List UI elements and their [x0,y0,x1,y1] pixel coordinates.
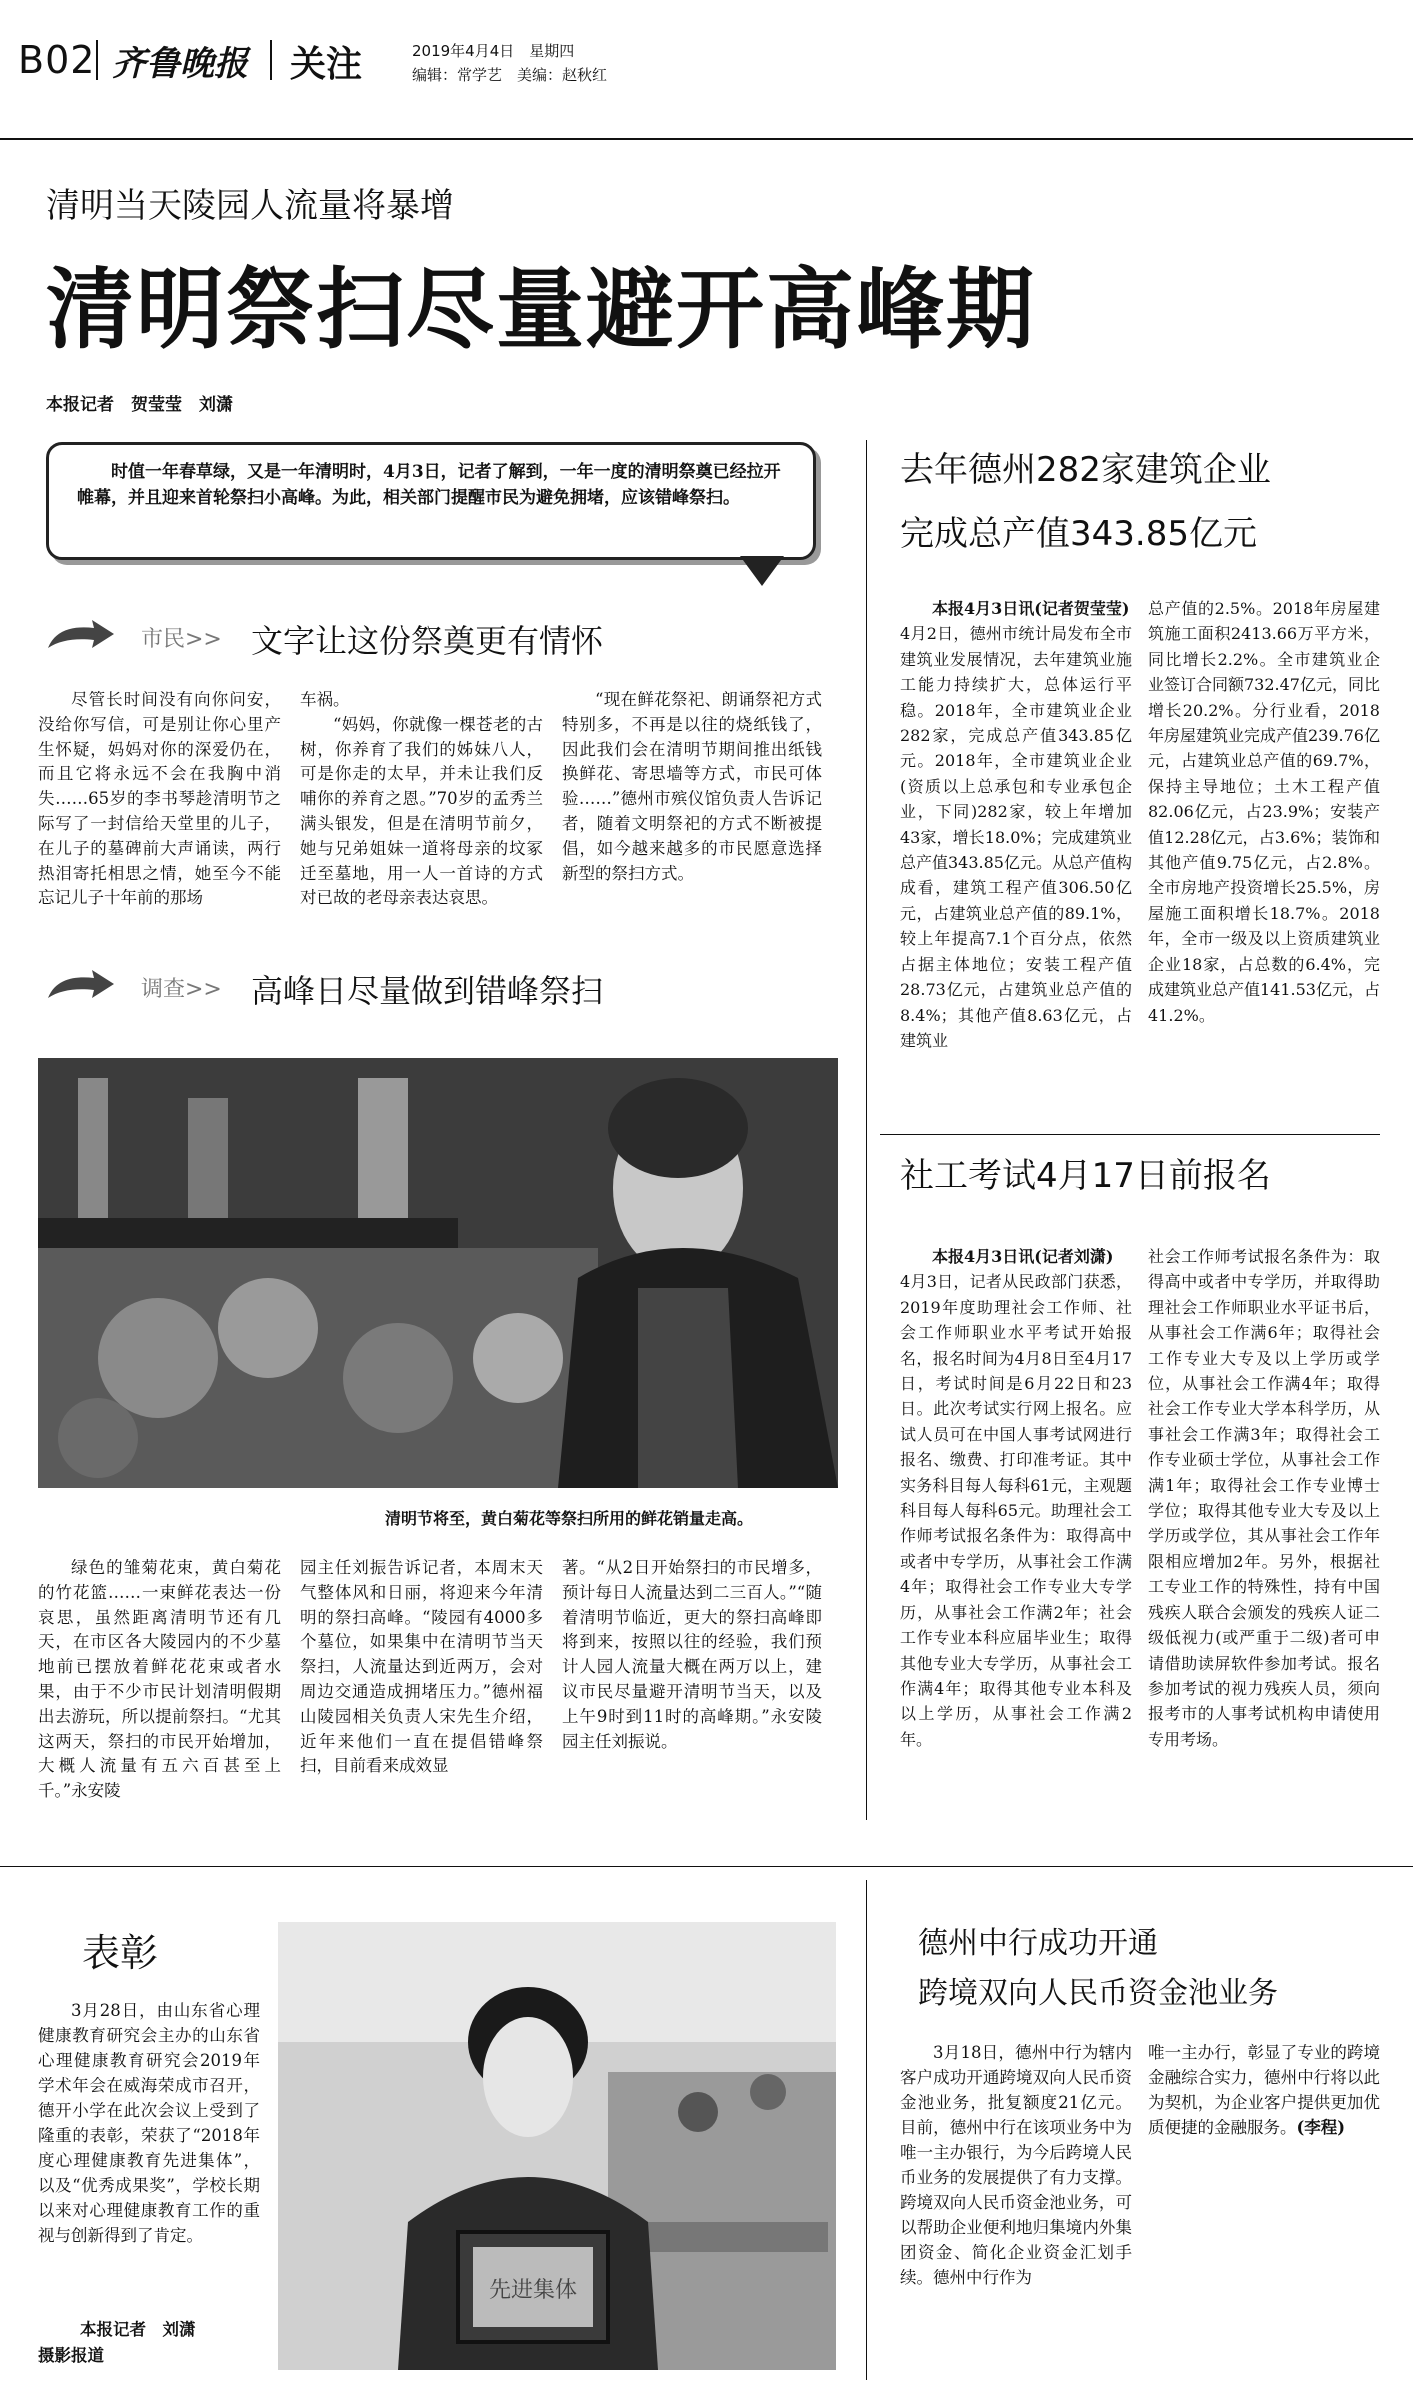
section1-tag: 市民>> [141,627,222,652]
lead-byline: 本报记者 贺莹莹 刘潇 [46,395,233,415]
section2-col3: 著。“从2日开始祭扫的市民增多，预计每日人流量达到二三百人。”“随着清明节临近，更大的祭扫高峰即将到来，按照以往的经验，我们预计人园人流量大概在两万以上，建议市民尽量避开清明节当天，以及上午9时到11时的高峰期。”永安陵园主任刘振说。 [562,1558,822,1751]
construction-col1: 本报4月3日讯(记者贺莹莹) 4月2日，德州市统计局发布全市建筑业发展情况，去年建筑业施工能力持续扩大，总体运行平稳。2018年，全市建筑业企业282家，完成总产值343.85亿元。2018年，全市建筑业企业(资质以上总承包和专业承包企业，下同)282家，较上年增加43家，增长18.0%；完成建筑业总产值343.85亿元。从总产值构成看，建筑工程产值306.50亿元，占建筑业总产值的89.1%，较上年提高7.1个百分点，依然占据主体地位；安装工程产值28.73亿元，占建筑业总产值的8.4%；其他产值8.63亿元，占建筑业 [900,599,1132,1050]
bank-col1: 3月18日，德州中行为辖内客户成功开通跨境双向人民币资金池业务，批复额度21亿元。目前，德州中行在该项业务中为唯一主办银行，为今后跨境人民币业务的发展提供了有力支撑。跨境双向人民币资金池业务，可以帮助企业便利地归集境内外集团资金、简化企业资金汇划手续。德州中行作为 [900,2043,1132,2287]
section2-title: 高峰日尽量做到错峰祭扫 [251,972,604,1010]
construction-title-1: 去年德州282家建筑企业 [900,450,1271,490]
exam-col1: 本报4月3日讯(记者刘潇) 4月3日，记者从民政部门获悉，2019年度助理社会工作师、社会工作师职业水平考试开始报名，报名时间为4月8日至4月17日，考试时间是6月22日和23日。此次考试实行网上报名。应试人员可在中国人事考试网进行报名、缴费、打印准考证。其中实务科目每人每科61元，主观题科目每人每科65元。助理社会工作师考试报名条件为：取得高中或者中专学历，从事社会工作满4年；取得社会工作专业大专学历，从事社会工作满2年；社会工作专业本科应届毕业生；取得其他专业大专学历，从事社会工作满4年；取得其他专业本科及以上学历，从事社会工作满2年。 [900,1247,1132,1749]
section2-heading [46,968,866,1008]
section1-heading [46,618,866,658]
arrow-icon [46,968,116,1004]
bank-title-2: 跨境双向人民币资金池业务 [918,1976,1278,2011]
section1-col3: “现在鲜花祭祀、朗诵祭祀方式特别多，不再是以往的烧纸钱了，因此我们会在清明节期间推出纸钱换鲜花、寄思墙等方式，市民可体验……”德州市殡仪馆负责人告诉记者，随着文明祭祀的方式不断被提倡，如今越来越多的市民愿意选择新型的祭扫方式。 [562,690,822,883]
plaque-text: 先进集体 [488,2278,578,2303]
photo-caption: 清明节将至，黄白菊花等祭扫所用的鲜花销量走高。 [385,1509,754,1528]
editor-line: 编辑：常学艺 美编：赵秋红 [412,66,608,84]
header-divider [270,40,272,80]
construction-title-2: 完成总产值343.85亿元 [900,514,1257,554]
page-number: B02 [18,38,96,82]
section2-col2: 园主任刘振告诉记者，本周末天气整体风和日丽，将迎来今年清明的祭扫高峰。“陵园有4000多个墓位，如果集中在清明节当天祭扫，人流量达到近两万，会对周边交通造成拥堵压力。”德州福山陵园相关负责人宋先生介绍，近年来他们一直在提倡错峰祭扫，目前看来成效显 [300,1558,543,1776]
intro-bubble [46,442,816,560]
paper-logo: 齐鲁晚报 [112,44,248,84]
flower-shop-photo [38,1058,838,1488]
photo-illustration [278,1922,836,2370]
story-rule [880,1134,1380,1135]
section1-col1: 尽管长时间没有向你问安，没给你写信，可是别让你心里产生怀疑，妈妈对你的深爱仍在，而且它将永远不会在我胸中消失……65岁的李书琴趁清明节之际写了一封信给天堂里的儿子，在儿子的墓碑前大声诵读，两行热泪寄托相思之情，她至今不能忘记儿子十年前的那场 [38,690,281,908]
bottom-rule [0,1866,1413,1867]
section1-col2: 车祸。 “妈妈，你就像一棵苍老的古树，你养育了我们的姊妹八人，可是你走的太早，并未让我们反哺你的养育之恩。”70岁的孟秀兰满头银发，但是在清明节前夕，她与兄弟姐妹一道将母亲的坟冢迁至墓地，用一人一首诗的方式对已故的老母亲表达哀思。 [300,690,543,908]
section2-col1: 绿色的雏菊花束，黄白菊花的竹花篮……一束鲜花表达一份哀思，虽然距离清明节还有几天，在市区各大陵园内的不少墓地前已摆放着鲜花花束或者水果，由于不少市民计划清明假期出去游玩，所以提前祭扫。“尤其这两天，祭扫的市民开始增加，大概人流量有五六百甚至上千。”永安陵 [38,1558,281,1801]
construction-col2: 总产值的2.5%。2018年房屋建筑施工面积2413.66万平方米，同比增长2.2%。全市建筑业企业签订合同额732.47亿元，同比增长20.2%。分行业看，2018年房屋建筑业完成产值239.76亿元，占建筑业总产值的69.7%，保持主导地位；土木工程产值82.06亿元，占23.9%；安装产值12.28亿元，占3.6%；装饰和其他产值9.75亿元，占2.8%。全市房地产投资增长25.5%，房屋施工面积增长18.7%。2018年，全市一级及以上资质建筑业企业18家，占总数的6.4%，完成建筑业总产值141.53亿元，占41.2%。 [1148,599,1380,1025]
honor-label: 表彰 [82,1931,159,1975]
section2-tag: 调查>> [141,977,222,1002]
header-rule [0,138,1413,140]
honor-body: 3月28日，由山东省心理健康教育研究会主办的山东省心理健康教育研究会2019年学术年会在威海荣成市召开，德开小学在此次会议上受到了隆重的表彰，荣获了“2018年度心理健康教育先进集体”，以及“优秀成果奖”，学校长期以来对心理健康教育工作的重视与创新得到了肯定。 [38,2001,260,2245]
honor-credit-2: 摄影报道 [38,2346,104,2365]
lead-title: 清明祭扫尽量避开高峰期 [46,258,1037,361]
exam-col2: 社会工作师考试报名条件为：取得高中或者中专学历，并取得助理社会工作师职业水平证书后，从事社会工作满6年；取得社会工作专业大专及以上学历或学位，从事社会工作满4年；取得社会工作专业大学本科学历，从事社会工作满3年；取得社会工作专业硕士学位，从事社会工作满1年；取得社会工作专业博士学位；取得其他专业大专及以上学历或学位，其从事社会工作年限相应增加2年。另外，根据社工专业工作的特殊性，持有中国残疾人联合会颁发的残疾人证二级低视力(或严重于二级)者可申请借助读屏软件参加考试。报名参加考试的视力残疾人员，须向报考市的人事考试机构申请使用专用考场。 [1148,1247,1380,1749]
bank-title-1: 德州中行成功开通 [918,1926,1158,1961]
bubble-tail [740,556,784,586]
award-photo [278,1922,836,2370]
honor-credit-1: 本报记者 刘潇 [80,2320,196,2339]
section1-title: 文字让这份祭奠更有情怀 [251,622,604,660]
exam-title: 社工考试4月17日前报名 [900,1156,1271,1196]
lead-kicker: 清明当天陵园人流量将暴增 [46,186,454,226]
photo-illustration [38,1058,838,1488]
header-divider [96,40,98,80]
intro-text: 时值一年春草绿，又是一年清明时，4月3日，记者了解到，一年一度的清明祭奠已经拉开帷幕，并且迎来首轮祭扫小高峰。为此，相关部门提醒市民为避免拥堵，应该错峰祭扫。 [77,462,781,508]
column-separator [866,440,867,1820]
section-name: 关注 [290,44,363,85]
column-separator [866,1880,867,2380]
arrow-icon [46,618,116,654]
date-line: 2019年4月4日 星期四 [412,42,575,60]
bank-col2: 唯一主办行，彰显了专业的跨境金融综合实力，德州中行将以此为契机，为企业客户提供更加优质便捷的金融服务。(李程) [1148,2043,1380,2137]
